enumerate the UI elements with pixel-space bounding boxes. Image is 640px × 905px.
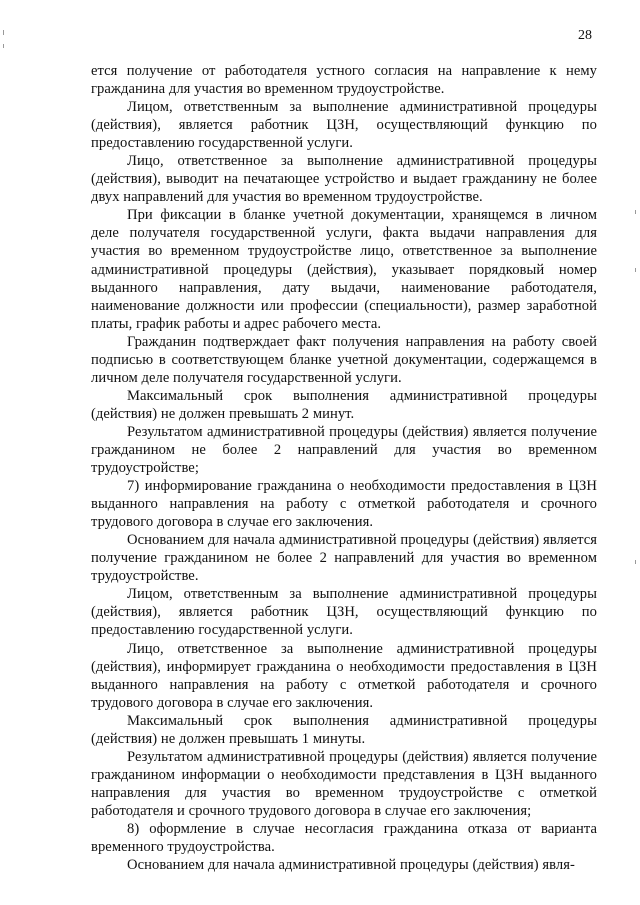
scan-mark — [3, 30, 4, 35]
paragraph: 7) информирование гражданина о необходимости предоставления в ЦЗН выданного направления на работу с отметкой работодателя и срочного трудового договора в случае его заключения. — [91, 478, 597, 531]
paragraph: 8) оформление в случае несогласия гражданина отказа от варианта временного трудоустройства. — [91, 820, 597, 856]
scan-mark — [635, 210, 636, 214]
paragraph: При фиксации в бланке учетной документации, хранящемся в личном деле получателя государственной услуги, факта выдачи направления для участия во временном трудоустройстве лицо, ответственное за выполнение административной процедуры (действия), указывает порядковый номер выданного направления, дату выдачи, наименование работодателя, наименование должности или профессии (специальности), размер заработной платы, график работы и адрес рабочего места. — [91, 207, 597, 332]
paragraph: Основанием для начала административной процедуры (действия) явля- — [127, 857, 575, 874]
paragraph: Результатом административной процедуры (действия) является получение гражданином не более 2 направлений для участия во временном трудоустройстве; — [91, 423, 597, 477]
paragraph: Результатом административной процедуры (действия) является получение гражданином информации о необходимости представления в ЦЗН выданного направления для участия во временном трудоустройстве с отметкой работодателя и срочного трудового договора в случае его заключения; — [91, 748, 597, 819]
paragraph: ется получение от работодателя устного согласия на направление к нему гражданина для участия во временном трудоустройстве. — [91, 63, 597, 98]
scan-mark — [635, 268, 636, 272]
scan-mark — [3, 44, 4, 48]
paragraph: Максимальный срок выполнения административной процедуры (действия) не должен превышать 1 минуты. — [91, 712, 597, 747]
paragraph: Гражданин подтверждает факт получения направления на работу своей подписью в соответствующем бланке учетной документации, содержащемся в личном деле получателя государственной услуги. — [91, 333, 597, 386]
paragraph: Лицом, ответственным за выполнение административной процедуры (действия), является работник ЦЗН, осуществляющий функцию по предоставлению государственной услуги. — [91, 99, 597, 152]
paragraph: Основанием для начала административной процедуры (действия) является получение гражданином не более 2 направлений для участия во временном трудоустройстве. — [91, 532, 597, 585]
paragraph: Лицо, ответственное за выполнение административной процедуры (действия), информирует гражданина о необходимости предоставления в ЦЗН выданного направления на работу с отметкой работодателя и срочного трудового договора в случае его заключения. — [91, 640, 597, 711]
body-text — [91, 62, 597, 874]
paragraph: Лицо, ответственное за выполнение административной процедуры (действия), выводит на печатающее устройство и выдает гражданину не более двух направлений для участия во временном трудоустройстве. — [91, 153, 597, 206]
paragraph: Лицом, ответственным за выполнение административной процедуры (действия), является работник ЦЗН, осуществляющий функцию по предоставлению государственной услуги. — [91, 586, 597, 639]
scan-mark — [635, 560, 636, 564]
page-number: 28 — [578, 28, 592, 43]
paragraph: Максимальный срок выполнения административной процедуры (действия) не должен превышать 2 минут. — [91, 387, 597, 422]
